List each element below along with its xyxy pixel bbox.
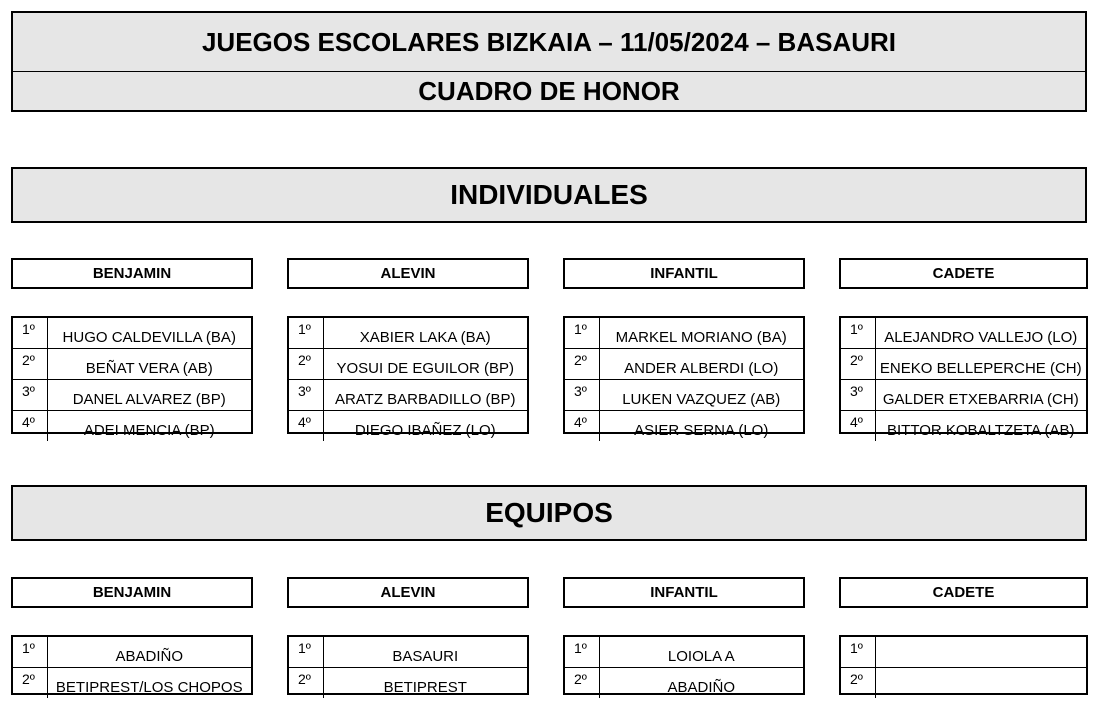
ranking-table-alevin [287,316,529,439]
table-row [289,411,527,442]
position-cell: 1º [841,637,875,668]
category-header-cadete: CADETE [839,577,1088,608]
position-cell: 1º [289,637,323,668]
name-cell: HUGO CALDEVILLA (BA) [47,318,251,349]
table-row [13,637,251,668]
table-row [289,349,527,380]
ranking-table-cadete [839,316,1088,439]
position-cell: 2º [13,668,47,699]
name-cell: DIEGO IBAÑEZ (LO) [354,422,496,439]
position-cell: 3º [289,380,323,411]
team-table-cadete [839,635,1088,695]
category-header-alevin: ALEVIN [287,577,529,608]
team-cell [875,637,1086,668]
table-row [13,380,251,411]
table-row [841,349,1086,380]
position-cell: 3º [13,380,47,411]
name-cell: GALDER ETXEBARRIA (CH) [875,380,1086,411]
team-cell: ABADIÑO [47,637,251,668]
category-header-infantil: INFANTIL [563,258,805,289]
table-row [565,411,803,442]
category-header-infantil: INFANTIL [563,577,805,608]
table-row [289,668,527,699]
team-cell [875,668,1086,699]
table-row [565,668,803,699]
position-cell: 2º [841,668,875,699]
name-cell: BITTOR KOBALTZETA (AB) [886,422,1075,439]
category-header-cadete: CADETE [839,258,1088,289]
table-row [289,637,527,668]
table-row [565,318,803,349]
position-cell: 2º [841,349,875,380]
table-row [13,349,251,380]
page-subtitle: CUADRO DE HONOR [11,71,1087,112]
position-cell: 4º [13,411,47,442]
name-cell: ASIER SERNA (LO) [634,422,769,439]
section-title-equipos: EQUIPOS [11,485,1087,541]
table-row [841,637,1086,668]
category-header-alevin: ALEVIN [287,258,529,289]
table-row [841,318,1086,349]
position-cell: 1º [13,318,47,349]
table-row [289,318,527,349]
table-row [841,411,1086,442]
team-table-infantil [563,635,805,695]
team-table-alevin [287,635,529,695]
name-cell: XABIER LAKA (BA) [323,318,527,349]
ranking-table-benjamin [11,316,253,439]
position-cell: 2º [289,668,323,699]
name-cell: BEÑAT VERA (AB) [47,349,251,380]
table-row [289,380,527,411]
category-header-benjamin: BENJAMIN [11,577,253,608]
position-cell: 1º [289,318,323,349]
table-row [565,637,803,668]
ranking-table-infantil [563,316,805,439]
table-row [13,411,251,442]
team-cell: BASAURI [323,637,527,668]
name-cell: ARATZ BARBADILLO (BP) [323,380,527,411]
position-cell: 2º [289,349,323,380]
position-cell: 2º [565,349,599,380]
team-table-benjamin [11,635,253,695]
name-cell: ADEI MENCIA (BP) [83,422,215,439]
name-cell: ALEJANDRO VALLEJO (LO) [875,318,1086,349]
team-cell: BETIPREST/LOS CHOPOS [55,679,243,696]
position-cell: 4º [565,411,599,442]
table-row [841,380,1086,411]
position-cell: 4º [841,411,875,442]
position-cell: 1º [565,318,599,349]
position-cell: 3º [565,380,599,411]
category-header-benjamin: BENJAMIN [11,258,253,289]
table-row [13,668,251,699]
table-row [565,349,803,380]
name-cell: ENEKO BELLEPERCHE (CH) [875,349,1086,380]
position-cell: 3º [841,380,875,411]
team-cell: ABADIÑO [667,679,735,696]
name-cell: ANDER ALBERDI (LO) [599,349,803,380]
name-cell: LUKEN VAZQUEZ (AB) [599,380,803,411]
name-cell: YOSUI DE EGUILOR (BP) [323,349,527,380]
position-cell: 2º [13,349,47,380]
team-cell: LOIOLA A [599,637,803,668]
position-cell: 2º [565,668,599,699]
position-cell: 1º [841,318,875,349]
table-row [565,380,803,411]
team-cell: BETIPREST [383,679,467,696]
table-row [841,668,1086,699]
name-cell: DANEL ALVAREZ (BP) [47,380,251,411]
name-cell: MARKEL MORIANO (BA) [599,318,803,349]
position-cell: 4º [289,411,323,442]
table-row [13,318,251,349]
page-title: JUEGOS ESCOLARES BIZKAIA – 11/05/2024 – BASAURI [11,11,1087,72]
position-cell: 1º [565,637,599,668]
position-cell: 1º [13,637,47,668]
section-title-individuales: INDIVIDUALES [11,167,1087,223]
